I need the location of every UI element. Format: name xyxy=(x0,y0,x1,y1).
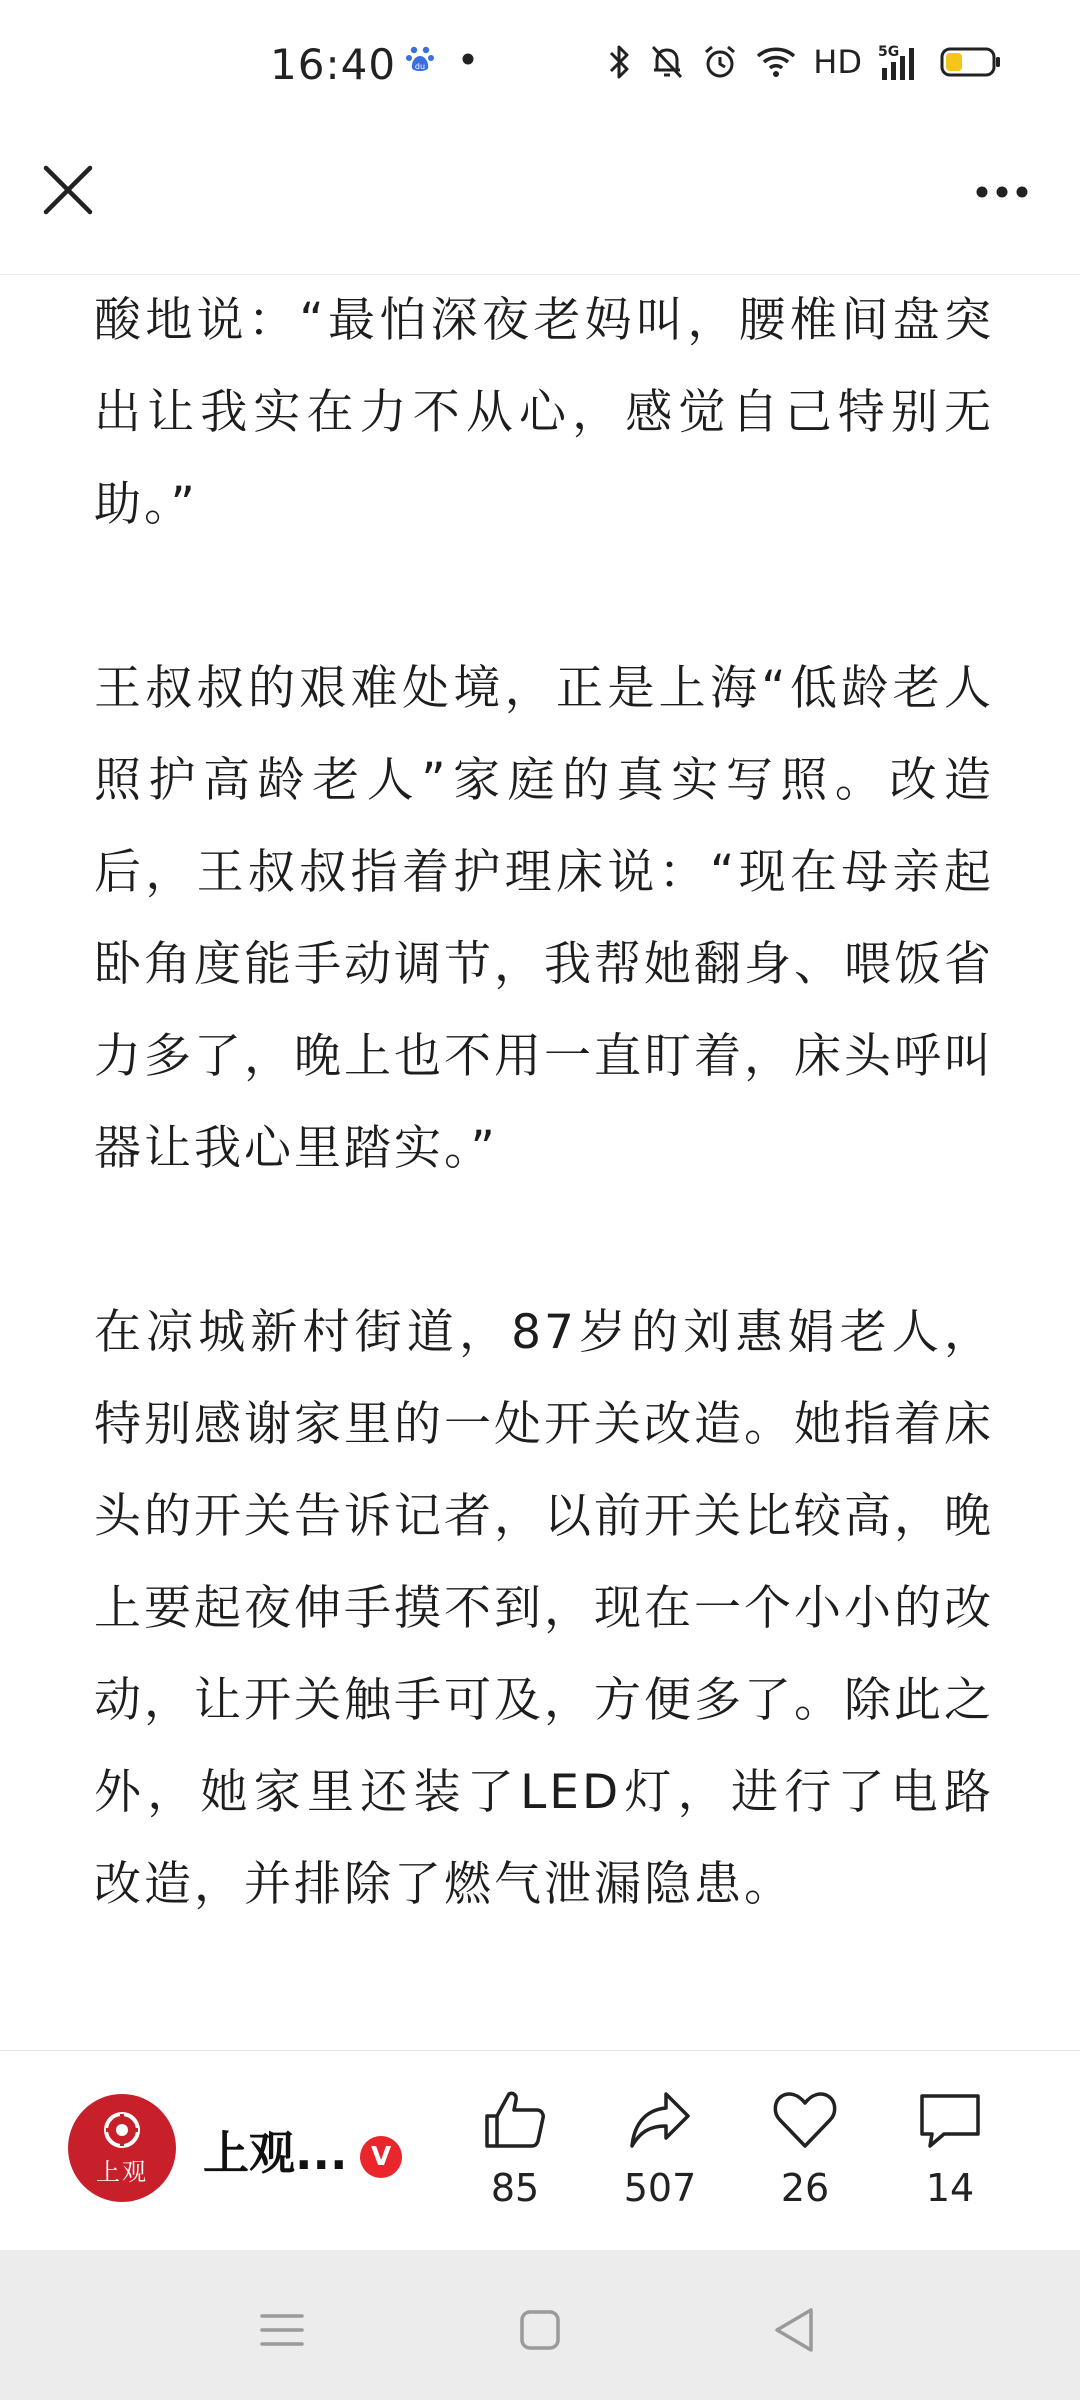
battery-icon xyxy=(940,45,1002,79)
more-icon xyxy=(962,162,1042,222)
favorite-button[interactable] xyxy=(745,2086,865,2226)
publisher-name[interactable]: 上观... xyxy=(203,2126,348,2180)
article-paragraph: 在凉城新村街道，87岁的刘惠娟老人，特别感谢家里的一处开关改造。她指着床头的开关告诉记者，以前开关比较高，晚上要起夜伸手摸不到，现在一个小小的改动，让开关触手可及，方便多了。除此之外，她家里还装了LED灯，进行了电路改造，并排除了燃气泄漏隐患。 xyxy=(94,1305,994,1912)
comment-button[interactable] xyxy=(890,2086,1010,2226)
share-button[interactable] xyxy=(600,2086,720,2226)
thumbs-up-icon xyxy=(481,2086,549,2154)
publisher-logo-icon xyxy=(102,2110,142,2150)
avatar-text: 上观 xyxy=(96,2157,148,2186)
wifi-icon xyxy=(755,44,797,80)
publisher-avatar[interactable] xyxy=(68,2094,176,2202)
mute-bell-icon xyxy=(649,43,685,81)
article-paragraph: 王叔叔的艰难处境，正是上海“低龄老人照护高龄老人”家庭的真实写照。改造后，王叔叔指着护理床说：“现在母亲起卧角度能手动调节，我帮她翻身、喂饭省力多了，晚上也不用一直盯着，床头呼叫器让我心里踏实。” xyxy=(94,661,994,1176)
status-left-icons xyxy=(405,44,475,74)
nav-home-button[interactable] xyxy=(510,2300,570,2360)
baidu-paw-icon xyxy=(405,44,435,74)
back-triangle-icon xyxy=(765,2300,825,2360)
status-right-icons xyxy=(607,42,1002,82)
menu-icon xyxy=(252,2300,312,2360)
status-time: 16:40 xyxy=(270,40,397,89)
article-paragraph: 酸地说：“最怕深夜老妈叫，腰椎间盘突出让我实在力不从心，感觉自己特别无助。” xyxy=(94,293,994,532)
bottom-action-bar xyxy=(0,2050,1080,2250)
home-square-icon xyxy=(510,2300,570,2360)
svg-text:5G: 5G xyxy=(878,44,900,60)
comment-icon xyxy=(916,2086,984,2154)
comment-count: 14 xyxy=(925,2166,975,2210)
app-bar xyxy=(0,130,1080,275)
like-button[interactable] xyxy=(455,2086,575,2226)
nav-menu-button[interactable] xyxy=(252,2300,312,2360)
verified-badge: V xyxy=(360,2136,402,2178)
status-bar xyxy=(0,0,1080,130)
close-button[interactable] xyxy=(38,160,98,220)
alarm-icon xyxy=(701,43,739,81)
heart-icon xyxy=(771,2086,839,2154)
hd-label: HD xyxy=(813,43,862,81)
favorite-count: 26 xyxy=(780,2166,830,2210)
nav-back-button[interactable] xyxy=(765,2300,825,2360)
notification-dot-icon xyxy=(461,52,475,66)
svg-text:du: du xyxy=(414,62,426,71)
article-body xyxy=(94,275,994,2023)
share-count: 507 xyxy=(623,2166,697,2210)
signal-5g-icon xyxy=(878,42,924,82)
share-icon xyxy=(626,2086,694,2154)
bluetooth-icon xyxy=(607,43,633,81)
system-nav-bar xyxy=(0,2250,1080,2400)
more-options-button[interactable] xyxy=(962,162,1042,222)
like-count: 85 xyxy=(490,2166,540,2210)
close-icon xyxy=(38,160,98,220)
